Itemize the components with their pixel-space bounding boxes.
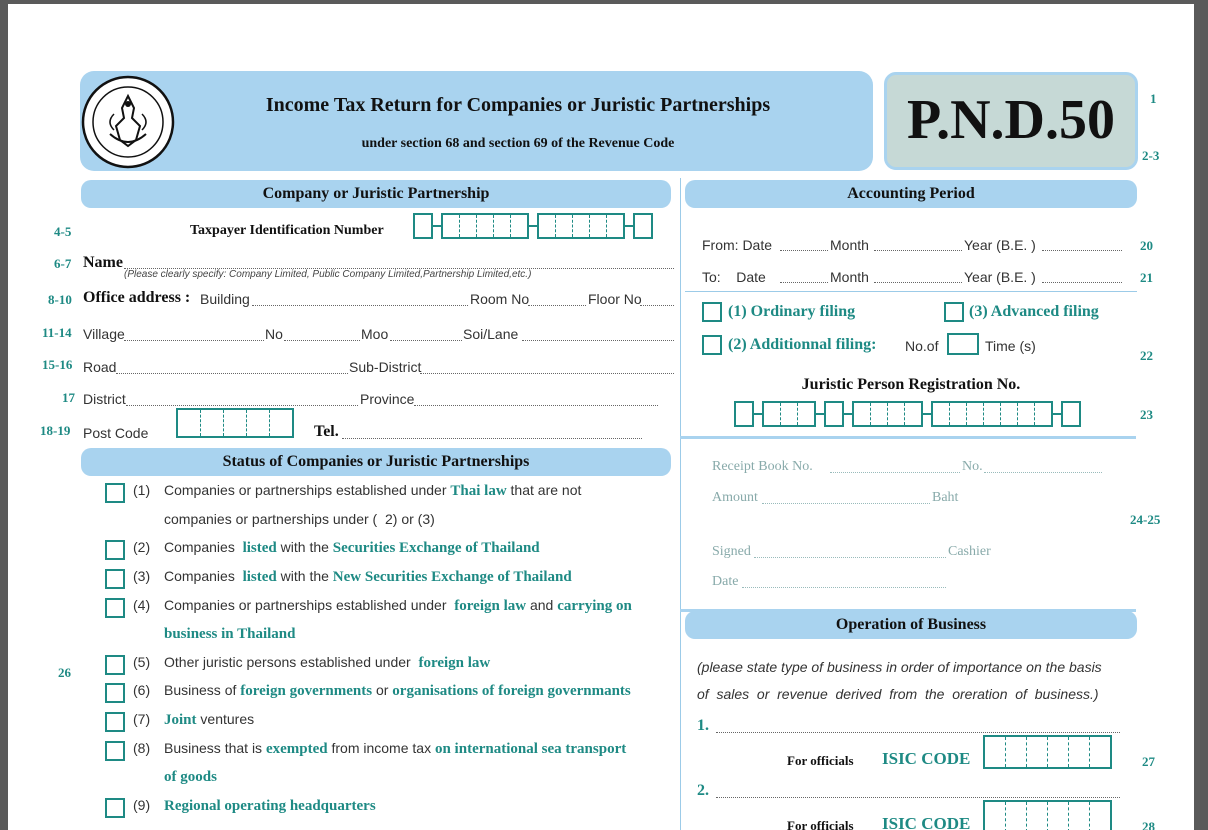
from-month-field[interactable] bbox=[874, 250, 962, 251]
business-item-1-number: 1. bbox=[697, 717, 709, 734]
line-number: 15-16 bbox=[42, 357, 73, 372]
status-checkbox[interactable] bbox=[105, 798, 125, 818]
no-field[interactable] bbox=[284, 340, 360, 341]
ordinary-filing-label: (1) Ordinary filing bbox=[728, 303, 856, 320]
status-item-text: Regional operating headquarters bbox=[164, 798, 376, 814]
name-hint: (Please clearly specify: Company Limited, Public Company Limited,Partnership Limited,etc.) bbox=[124, 269, 532, 280]
status-item-text: Companies or partnerships established under foreign law and carrying on bbox=[164, 597, 632, 614]
to-date-field[interactable] bbox=[780, 282, 828, 283]
no-of-label: No.of bbox=[905, 338, 939, 354]
line-number: 4-5 bbox=[54, 224, 72, 239]
line-number: 1 bbox=[1150, 91, 1157, 106]
line-number: 22 bbox=[1140, 348, 1153, 363]
name-label: Name bbox=[83, 254, 123, 271]
signed-field[interactable] bbox=[754, 557, 946, 558]
office-address-label: Office address : bbox=[83, 289, 191, 306]
tin-label: Taxpayer Identification Number bbox=[190, 223, 384, 238]
floor-label: Floor No bbox=[588, 291, 642, 307]
accounting-section-title: Accounting Period bbox=[685, 180, 1137, 208]
status-checkbox[interactable] bbox=[105, 655, 125, 675]
isic-code-label: ISIC CODE bbox=[882, 749, 971, 768]
period-separator bbox=[685, 291, 1137, 292]
for-officials-label: For officials bbox=[787, 818, 854, 830]
revenue-department-seal bbox=[80, 74, 176, 170]
soi-label: Soi/Lane bbox=[463, 326, 519, 342]
registration-title: Juristic Person Registration No. bbox=[801, 376, 1021, 393]
business-item-2-number: 2. bbox=[697, 782, 709, 799]
operation-hint-2: of sales or revenue derived from the oreration of business.) bbox=[697, 686, 1099, 702]
operation-section-title: Operation of Business bbox=[685, 611, 1137, 639]
status-item-number: (3) bbox=[133, 568, 151, 584]
receipt-date-field[interactable] bbox=[742, 587, 946, 588]
status-item-text: Companies listed with the New Securities Exchange of Thailand bbox=[164, 568, 572, 585]
province-field[interactable] bbox=[414, 405, 658, 406]
subdistrict-label: Sub-District bbox=[349, 359, 422, 375]
to-year-field[interactable] bbox=[1042, 282, 1122, 283]
line-number: 27 bbox=[1142, 754, 1155, 769]
from-date-label: From: Date bbox=[702, 237, 773, 253]
province-label: Province bbox=[360, 391, 415, 407]
soi-field[interactable] bbox=[522, 340, 674, 341]
to-month-label: Month bbox=[830, 269, 869, 285]
line-number: 6-7 bbox=[54, 256, 72, 271]
receipt-book-label: Receipt Book No. bbox=[712, 459, 813, 474]
line-number: 24-25 bbox=[1130, 512, 1161, 527]
line-number: 8-10 bbox=[48, 292, 72, 307]
status-checkbox[interactable] bbox=[105, 540, 125, 560]
ordinary-filing-checkbox[interactable] bbox=[702, 302, 722, 322]
receipt-book-field[interactable] bbox=[830, 472, 960, 473]
status-item-text: Companies or partnerships established under Thai law that are not bbox=[164, 482, 582, 499]
header-band bbox=[80, 71, 873, 171]
isic-code-input-2[interactable] bbox=[983, 800, 1112, 830]
amount-field[interactable] bbox=[762, 503, 930, 504]
isic-code-input-1[interactable] bbox=[983, 735, 1112, 769]
tax-form-page bbox=[8, 4, 1194, 830]
status-item-text: Business that is exempted from income tax on international sea transport bbox=[164, 740, 627, 757]
road-field[interactable] bbox=[116, 373, 348, 374]
times-input[interactable] bbox=[947, 333, 979, 355]
to-year-label: Year (B.E. ) bbox=[964, 269, 1036, 285]
form-subtitle: under section 68 and section 69 of the Revenue Code bbox=[361, 136, 675, 151]
postcode-label: Post Code bbox=[83, 425, 149, 441]
line-number: 18-19 bbox=[40, 423, 71, 438]
room-field[interactable] bbox=[528, 305, 586, 306]
status-checkbox[interactable] bbox=[105, 483, 125, 503]
moo-label: Moo bbox=[361, 326, 389, 342]
status-item-text: Companies listed with the Securities Exchange of Thailand bbox=[164, 539, 540, 556]
signed-label: Signed bbox=[712, 544, 751, 559]
advanced-filing-checkbox[interactable] bbox=[944, 302, 964, 322]
for-officials-label: For officials bbox=[787, 753, 854, 768]
status-item-number: (9) bbox=[133, 797, 151, 813]
to-date-label: To: Date bbox=[702, 269, 766, 285]
to-month-field[interactable] bbox=[874, 282, 962, 283]
road-label: Road bbox=[83, 359, 117, 375]
village-field[interactable] bbox=[124, 340, 264, 341]
from-year-field[interactable] bbox=[1042, 250, 1122, 251]
building-label: Building bbox=[200, 291, 250, 307]
status-item-text: Joint ventures bbox=[164, 711, 255, 728]
status-item-text: business in Thailand bbox=[164, 626, 296, 642]
status-checkbox[interactable] bbox=[105, 741, 125, 761]
receipt-date-label: Date bbox=[712, 574, 739, 589]
receipt-no-field[interactable] bbox=[984, 472, 1102, 473]
status-item-text: of goods bbox=[164, 769, 217, 785]
receipt-no-label: No. bbox=[962, 459, 983, 474]
operation-hint-1: (please state type of business in order of importance on the basis bbox=[697, 659, 1102, 675]
village-label: Village bbox=[83, 326, 125, 342]
from-month-label: Month bbox=[830, 237, 869, 253]
building-field[interactable] bbox=[252, 305, 468, 306]
status-item-number: (8) bbox=[133, 740, 151, 756]
moo-field[interactable] bbox=[390, 340, 462, 341]
status-item-text: Business of foreign governments or organisations of foreign governmants bbox=[164, 682, 631, 699]
line-number: 17 bbox=[62, 390, 75, 405]
status-item-number: (2) bbox=[133, 539, 151, 555]
status-item-number: (1) bbox=[133, 482, 151, 498]
business-item-1-field[interactable] bbox=[716, 732, 1120, 733]
no-label: No bbox=[265, 326, 283, 342]
registration-input[interactable] bbox=[734, 402, 1081, 426]
status-item-number: (5) bbox=[133, 654, 151, 670]
times-label: Time (s) bbox=[985, 338, 1036, 354]
status-checkbox[interactable] bbox=[105, 712, 125, 732]
from-date-field[interactable] bbox=[780, 250, 828, 251]
subdistrict-field[interactable] bbox=[420, 373, 674, 374]
line-number: 2-3 bbox=[1142, 148, 1160, 163]
line-number: 21 bbox=[1140, 270, 1153, 285]
status-checkbox[interactable] bbox=[105, 683, 125, 703]
status-item-number: (7) bbox=[133, 711, 151, 727]
baht-label: Baht bbox=[932, 490, 959, 505]
status-item-number: (6) bbox=[133, 682, 151, 698]
company-section-title: Company or Juristic Partnership bbox=[81, 180, 671, 208]
additional-filing-checkbox[interactable] bbox=[702, 335, 722, 355]
tel-field[interactable] bbox=[342, 438, 642, 439]
postcode-input[interactable] bbox=[176, 408, 294, 438]
form-title: Income Tax Return for Companies or Juristic Partnerships bbox=[265, 94, 771, 116]
floor-field[interactable] bbox=[640, 305, 674, 306]
advanced-filing-label: (3) Advanced filing bbox=[969, 303, 1099, 320]
status-item-text: Other juristic persons established under foreign law bbox=[164, 654, 491, 671]
tel-label: Tel. bbox=[314, 423, 339, 440]
line-number: 26 bbox=[58, 665, 71, 680]
status-section-title: Status of Companies or Juristic Partnerships bbox=[81, 448, 671, 476]
line-number: 20 bbox=[1140, 238, 1153, 253]
form-code: P.N.D.50 bbox=[907, 89, 1115, 151]
status-item-text: companies or partnerships under ( 2) or (3) bbox=[164, 511, 435, 527]
amount-label: Amount bbox=[712, 490, 758, 505]
tin-input[interactable] bbox=[413, 214, 653, 238]
from-year-label: Year (B.E. ) bbox=[964, 237, 1036, 253]
line-number: 28 bbox=[1142, 819, 1155, 830]
district-field[interactable] bbox=[126, 405, 358, 406]
room-label: Room No bbox=[470, 291, 530, 307]
status-checkbox[interactable] bbox=[105, 569, 125, 589]
line-number: 23 bbox=[1140, 407, 1153, 422]
isic-code-label: ISIC CODE bbox=[882, 814, 971, 830]
district-label: District bbox=[83, 391, 126, 407]
additional-filing-label: (2) Additionnal filing: bbox=[728, 336, 877, 353]
status-checkbox[interactable] bbox=[105, 598, 125, 618]
line-number: 11-14 bbox=[42, 325, 72, 340]
status-item-number: (4) bbox=[133, 597, 151, 613]
cashier-label: Cashier bbox=[948, 544, 991, 559]
business-item-2-field[interactable] bbox=[716, 797, 1120, 798]
